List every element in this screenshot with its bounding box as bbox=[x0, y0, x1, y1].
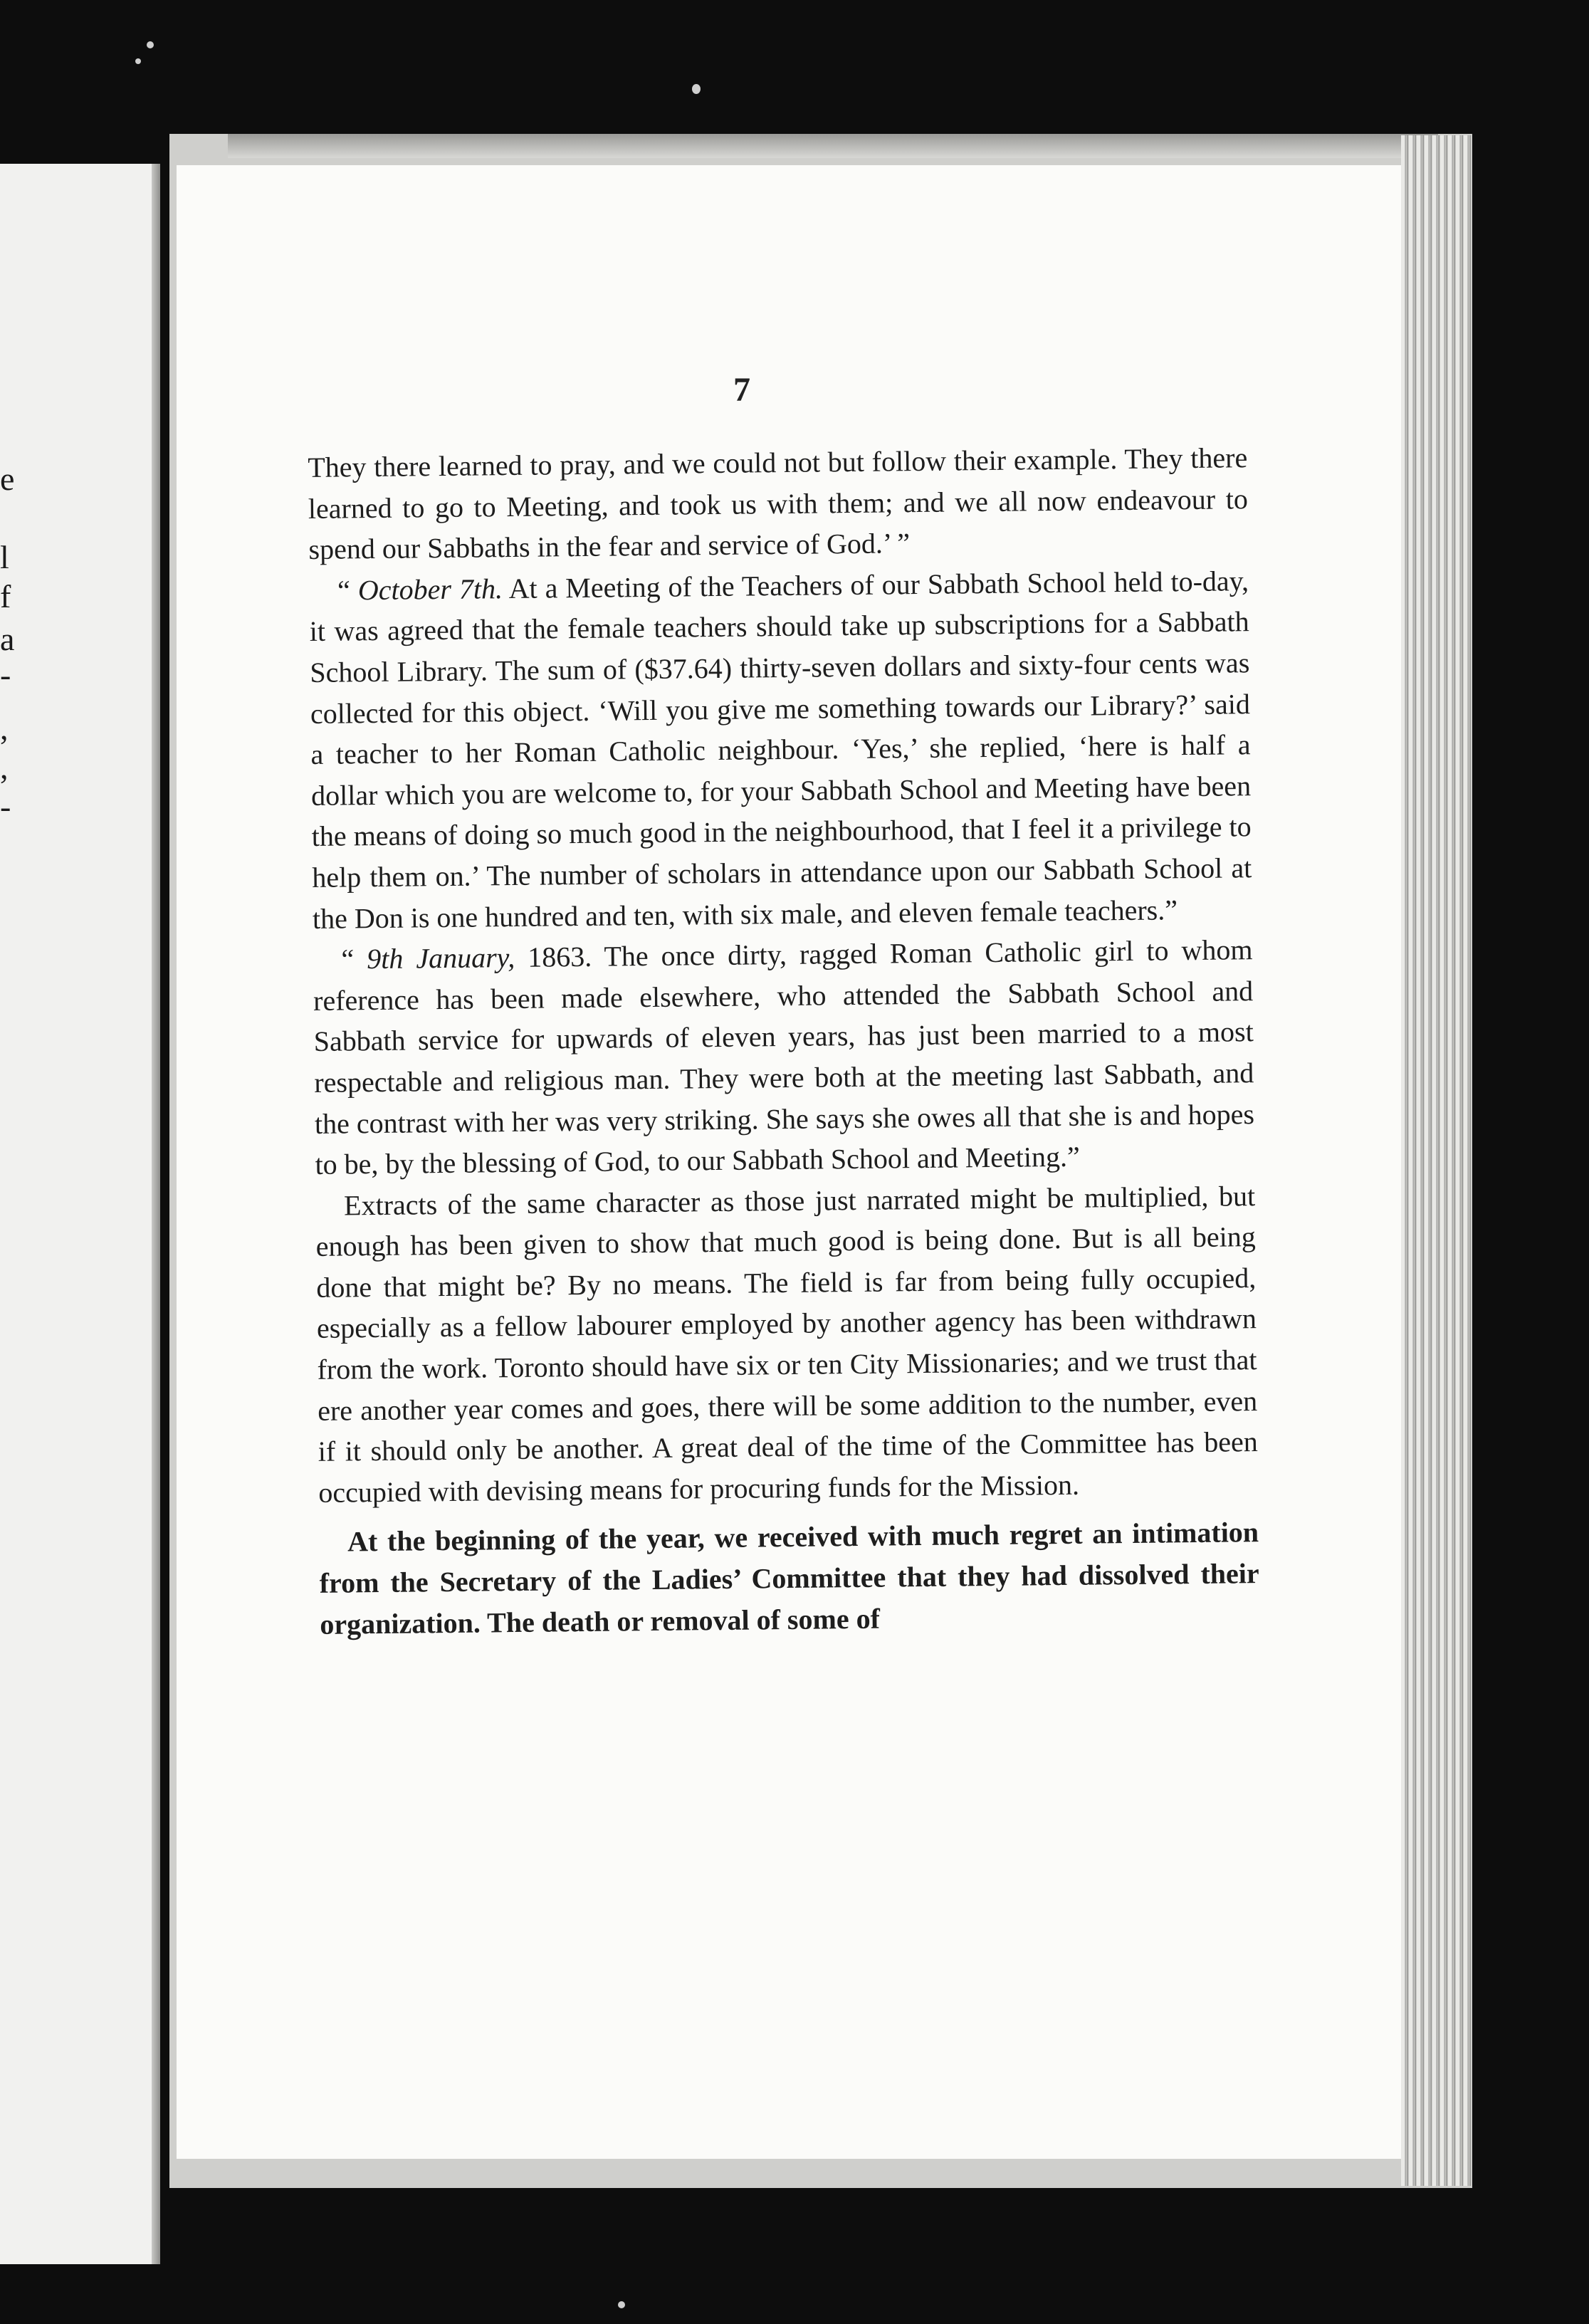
paragraph bbox=[308, 437, 1249, 570]
paragraph-text: “ bbox=[337, 574, 359, 607]
page-number: 7 bbox=[733, 371, 750, 409]
italic-date: October 7th. bbox=[357, 572, 503, 607]
scan-speck bbox=[135, 58, 141, 64]
left-page-fragment: l bbox=[0, 539, 9, 575]
paragraph-text: They there learned to pray, and we could not but follow their example. They there learned to go to Meeting, and took us with them; and we all now endeavour to spend our Sabbaths in the fear and service of God.’ ” bbox=[308, 441, 1249, 566]
left-page-fragment: a bbox=[0, 621, 15, 657]
left-page-fragment: , bbox=[0, 710, 9, 746]
left-page-fragment: - bbox=[0, 656, 11, 693]
left-page-fragment: e bbox=[0, 461, 15, 497]
paragraph-text: At a Meeting of the Teachers of our Sabbath School held to-day, it was agreed that the female teachers should take up subscriptions for a Sabbath School Library. The sum of ($37.64) thirty-seven dollars and sixty-four cents was collected for this object. ‘Will you give me something towards our Library?’ said a teacher to her Roman Catholic neighbour. ‘Yes,’ she replied, ‘here is half a dollar which you are welcome to, for your Sabbath School and Meeting have been the means of doing so much good in the neighbourhood, that I feel it a privilege to help them on.’ The number of scholars in attendance upon our Sabbath School at the Don is one hundred and ten, with six male, and eleven female teachers.” bbox=[309, 564, 1252, 935]
paragraph bbox=[319, 1512, 1260, 1645]
left-page-gutter bbox=[152, 164, 160, 2264]
paragraph-text: “ bbox=[341, 943, 367, 975]
italic-date: 9th January, bbox=[367, 941, 515, 975]
paragraph bbox=[313, 929, 1255, 1185]
scan-speck bbox=[692, 84, 701, 94]
paragraph-text: 1863. The once dirty, ragged Roman Catholic girl to whom reference has been made elsewhere, who attended the Sabbath School and Sabbath service for upwards of eleven years, has just been married to a most respectable and religious man. They were both at the meeting last Sabbath, and the contrast with her was very striking. She says she owes all that she is and hopes to be, by the blessing of God, to our Sabbath School and Meeting.” bbox=[313, 933, 1255, 1181]
scan-speck bbox=[618, 2301, 625, 2308]
scan-speck bbox=[147, 41, 154, 48]
left-page-fragment: , bbox=[0, 749, 9, 785]
left-page-fragment: f bbox=[0, 578, 11, 614]
book-fore-edge bbox=[1401, 135, 1471, 2186]
page-body-text bbox=[308, 437, 1260, 1645]
paragraph bbox=[315, 1176, 1259, 1514]
book-top-edge bbox=[228, 134, 1438, 158]
left-page-fragment: - bbox=[0, 788, 11, 825]
paragraph-text: At the beginning of the year, we received with much regret an intimation from the Secretary of the Ladies’ Committee that they had dissolved their organization. The death or removal of some of bbox=[319, 1516, 1259, 1640]
paragraph-text: Extracts of the same character as those just narrated might be multiplied, but enough has been given to show that much good is being done. But is all being done that might be? By no means. The field is far from being fully occupied, especially as a fellow labourer employed by another agency has been withdrawn from the work. Toronto should have six or ten City Missionaries; and we trust that ere another year comes and goes, there will be some addition to the number, even if it should only be another. A great deal of the time of the Committee has been occupied with devising means for procuring funds for the Mission. bbox=[315, 1179, 1258, 1509]
left-page-edge bbox=[0, 164, 160, 2264]
paragraph bbox=[309, 560, 1252, 939]
